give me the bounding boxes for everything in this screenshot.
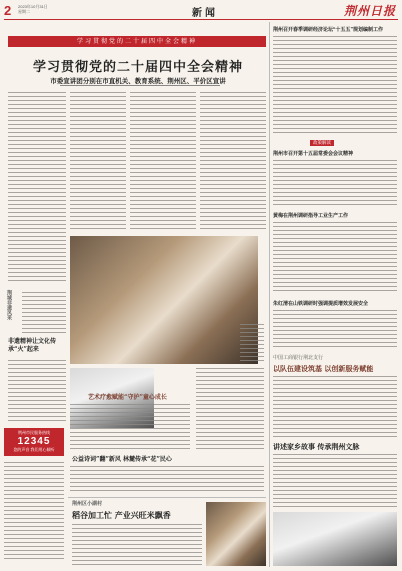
left-bottom-text: [4, 462, 64, 562]
right-story4-title: 朱红清在山铁调研时强调提质增效发展安全: [273, 301, 369, 307]
page-number: 2: [4, 3, 12, 18]
main-photo: [70, 236, 258, 364]
right-story2-body: [273, 160, 397, 208]
main-body-col4: [200, 92, 266, 232]
weekday-line: 星期二: [18, 9, 30, 14]
hotline-note: 您的声音 我们用心倾听: [13, 447, 55, 452]
right-story1-title: 荆州召开春季调研经济论坛“十五五”规划编制工作: [273, 27, 384, 33]
hotline-number: 12345: [17, 436, 51, 447]
feature-title: 非遗精神让文化传承“火”起来: [8, 338, 57, 353]
right-story1-body: [273, 36, 397, 136]
column-divider: [269, 22, 270, 567]
main-body-col3: [130, 92, 196, 232]
photo-caption: [240, 324, 264, 364]
right-story4-body: [273, 310, 397, 350]
vertical-section-label: 荆域非遗风采: [6, 290, 12, 320]
mid-right-body: [196, 368, 264, 450]
policy-tag: 政策解读: [310, 140, 334, 146]
hotline-box: [4, 428, 64, 456]
main-body-col1: [8, 92, 66, 282]
right-story5-body: [273, 376, 397, 438]
main-body-col2: [70, 92, 126, 232]
right-bottom-photo: [273, 512, 397, 566]
poetry-body: [70, 466, 264, 494]
story-title-art-therapy: 艺术疗愈赋能“守护”童心成长: [88, 394, 167, 401]
bottom-rule: [68, 497, 266, 498]
feature-body: [8, 360, 66, 424]
left-intro-text: [22, 292, 66, 336]
right-story3-body: [273, 222, 397, 294]
bottom-photo: [206, 502, 266, 566]
right-story5-title: 以队伍建设筑基 以创新服务赋能: [273, 364, 374, 373]
story-title-poetry: 公益诗词”翻”新风 林麓传承“花”民心: [72, 456, 172, 463]
bottom-body: [72, 524, 202, 566]
hotline-label: 荆州市民服务热线: [18, 430, 50, 435]
date-line: 2023年10月31日: [18, 4, 48, 9]
subhead-rule: [60, 85, 220, 86]
right-story2-title: 荆州市召开第十五届常委会会议精神: [273, 151, 354, 157]
issue-date: [18, 4, 48, 14]
right-story5-kicker: 中国工商银行荆北支行: [273, 355, 324, 361]
right-story3-title: 黄梅在荆州调研指导工业生产工作: [273, 213, 349, 219]
bottom-headline: 稻谷加工忙 产业兴旺米飘香: [72, 510, 171, 520]
header-rule: [4, 19, 398, 20]
section-title: 新闻: [192, 8, 218, 19]
main-headline: 学习贯彻党的二十届四中全会精神: [32, 60, 243, 75]
main-subhead: 市委宣讲团分别在市直机关、教育系统、荆州区、平价区宣讲: [50, 77, 226, 85]
art-therapy-body: [70, 404, 190, 450]
topic-banner: 学习贯彻党的二十届四中全会精神: [8, 36, 266, 47]
masthead-logo: 荆州日报: [343, 4, 396, 18]
bottom-kicker: 荆州区小湖村: [72, 501, 103, 507]
right-story6-body: [273, 454, 397, 510]
right-story6-title: 讲述家乡故事 传承荆州文脉: [273, 442, 360, 451]
